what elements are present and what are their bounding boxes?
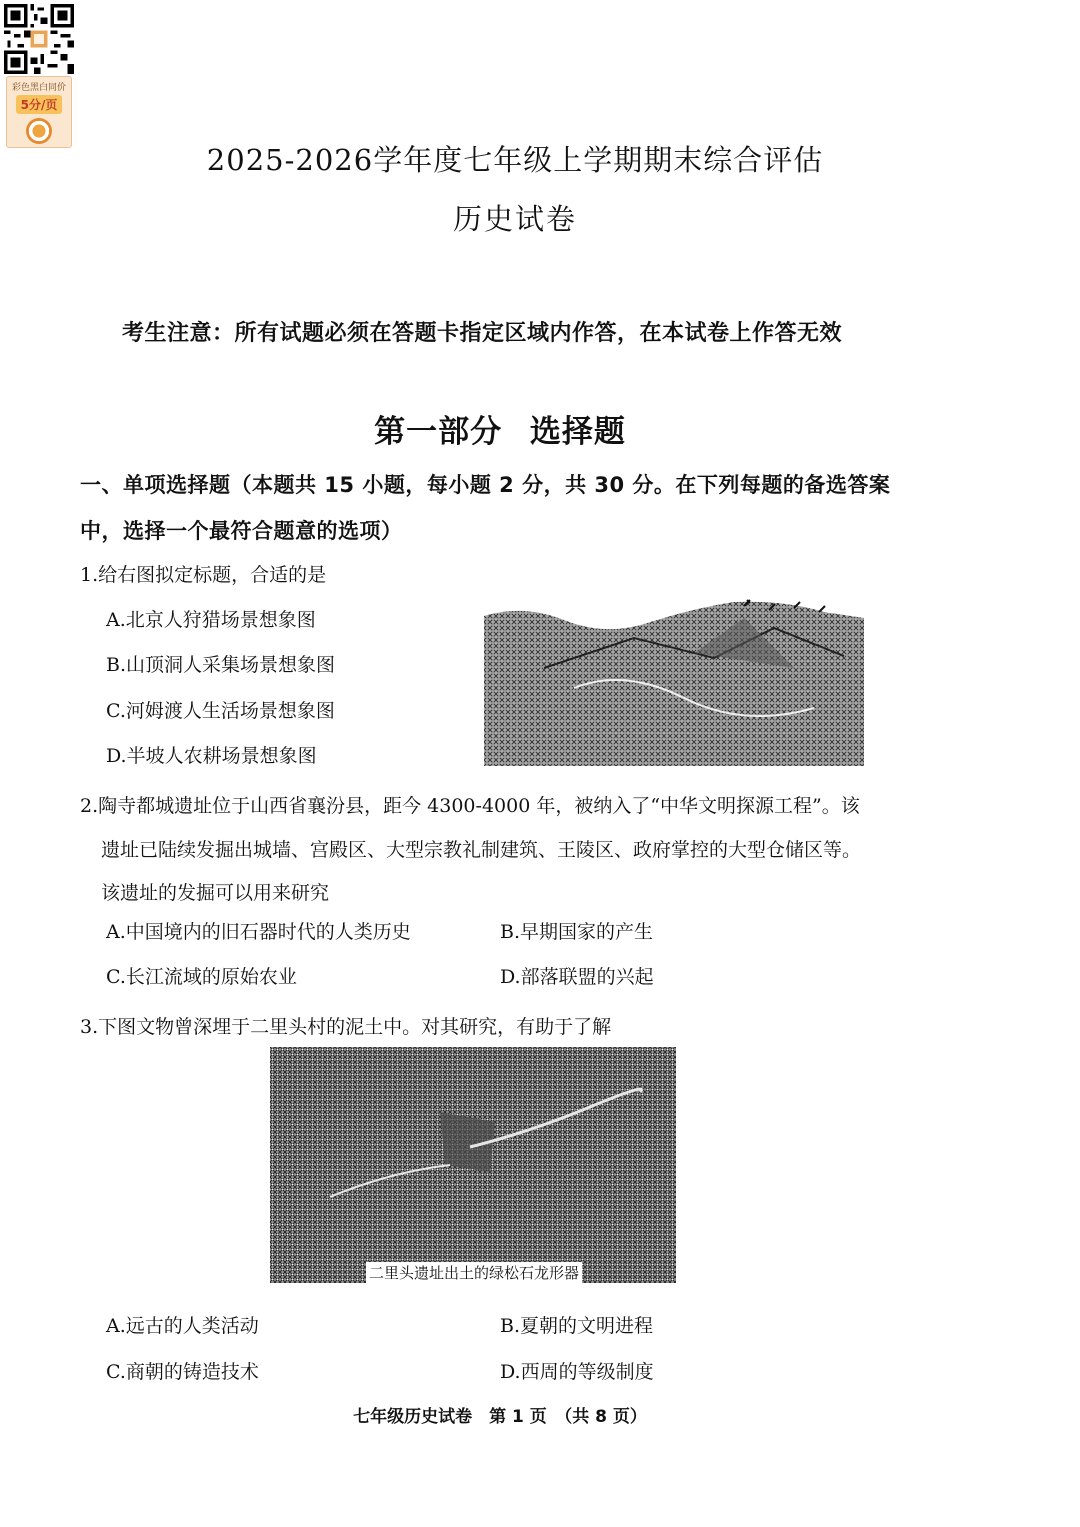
section-instructions-line1: 一、单项选择题（本题共 15 小题，每小题 2 分，共 30 分。在下列每题的备选答案 <box>80 473 891 497</box>
part-heading <box>0 406 1000 451</box>
question-2-stem-line2: 遗址已陆续发掘出城墙、宫殿区、大型宗教礼制建筑、王陵区、政府掌控的大型仓储区等。 <box>101 839 862 861</box>
q3-artifact-photo <box>270 1047 676 1283</box>
q3-option-b: B.夏朝的文明进程 <box>500 1315 654 1337</box>
q1-option-b: B.山顶洞人采集场景想象图 <box>106 654 336 676</box>
question-2-stem-line1: 2.陶寺都城遗址位于山西省襄汾县，距今 4300-4000 年，被纳入了“中华文明探源工程”。该 <box>80 795 860 817</box>
q1-option-d: D.半坡人农耕场景想象图 <box>106 745 317 767</box>
q1-option-c: C.河姆渡人生活场景想象图 <box>106 700 335 722</box>
q1-scene-illustration <box>484 598 864 766</box>
promo-text: 彩色黑白同价 <box>11 83 66 93</box>
exam-subject: 历史试卷 <box>452 202 577 236</box>
q3-option-a: A.远古的人类活动 <box>106 1315 259 1337</box>
q2-option-a: A.中国境内的旧石器时代的人类历史 <box>106 921 411 943</box>
q3-option-c: C.商朝的铸造技术 <box>106 1361 259 1383</box>
q3-figure-caption: 二里头遗址出土的绿松石龙形器 <box>366 1262 582 1283</box>
section-instructions-line2: 中，选择一个最符合题意的选项） <box>80 519 403 543</box>
q2-option-d: D.部落联盟的兴起 <box>500 966 654 988</box>
q2-option-b: B.早期国家的产生 <box>500 921 654 943</box>
part-label: 第一部分 <box>374 414 503 450</box>
question-1-stem: 1.给右图拟定标题，合适的是 <box>80 564 327 586</box>
question-3-stem: 3.下图文物曾深埋于二里头村的泥土中。对其研究，有助于了解 <box>80 1016 612 1038</box>
exam-title: 2025-2026学年度七年级上学期期末综合评估 <box>206 143 824 177</box>
question-2-stem-line3: 该遗址的发掘可以用来研究 <box>101 882 330 904</box>
page-footer: 七年级历史试卷 第 1 页 （共 8 页） <box>353 1407 647 1427</box>
part-name: 选择题 <box>529 414 626 450</box>
qr-code <box>4 4 74 74</box>
q1-option-a: A.北京人狩猎场景想象图 <box>106 609 316 631</box>
promo-price-badge: 5分/页 <box>16 95 63 114</box>
q3-option-d: D.西周的等级制度 <box>500 1361 654 1383</box>
candidate-notice: 考生注意：所有试题必须在答题卡指定区域内作答，在本试卷上作答无效 <box>122 321 843 346</box>
q2-option-c: C.长江流域的原始农业 <box>106 966 297 988</box>
